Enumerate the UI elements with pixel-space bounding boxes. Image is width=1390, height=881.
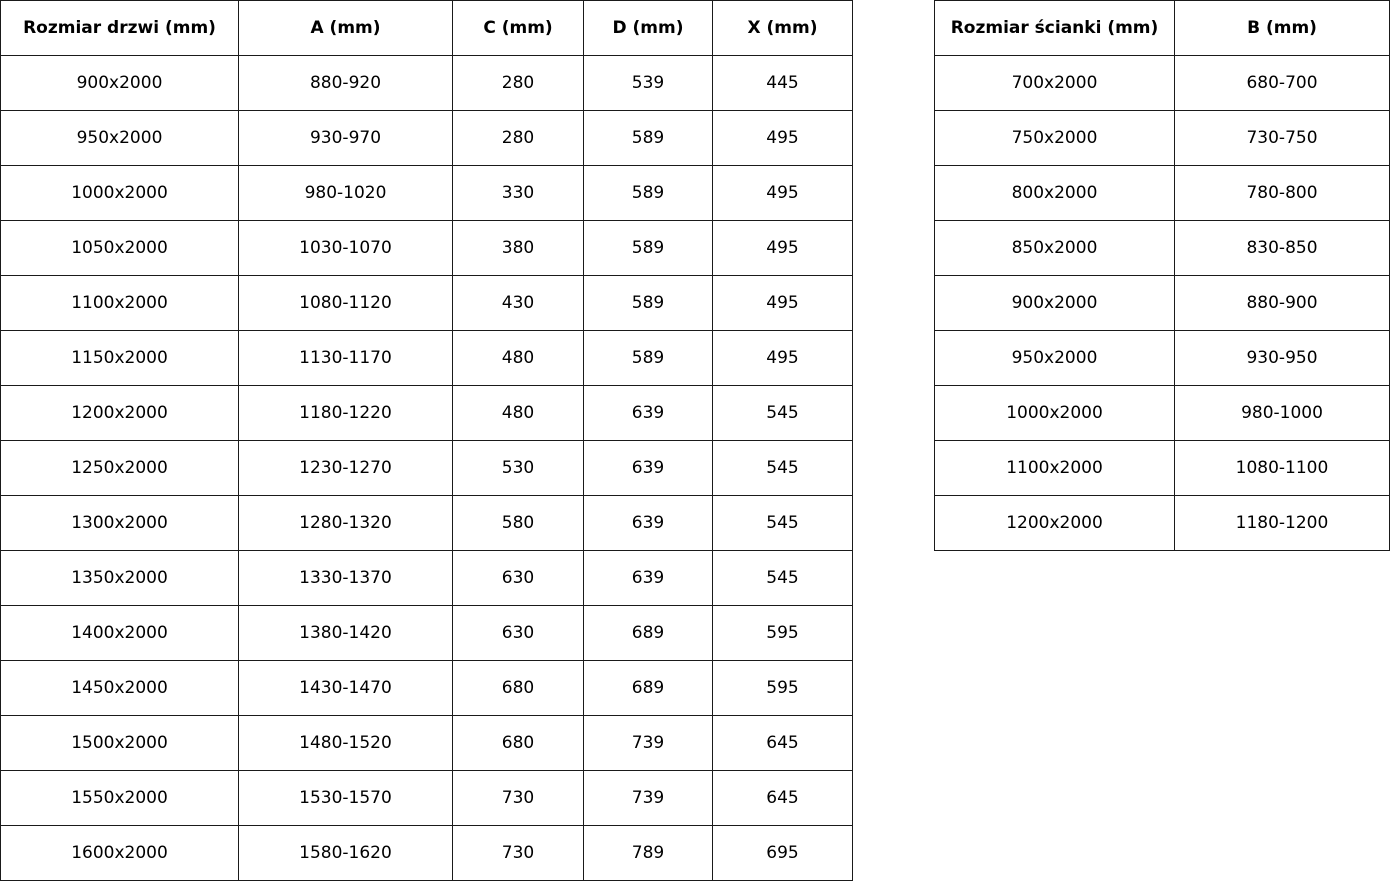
cell-d: 639 [584,551,713,606]
cell-x: 545 [713,496,853,551]
table-row [1,221,853,276]
cell-b: 730-750 [1175,111,1390,166]
table-row [935,111,1390,166]
cell-d: 539 [584,56,713,111]
cell-door-size: 1300x2000 [1,496,239,551]
cell-d: 639 [584,441,713,496]
cell-d: 589 [584,331,713,386]
cell-door-size: 1050x2000 [1,221,239,276]
wall-size-table [934,0,1390,551]
cell-a: 1130-1170 [239,331,453,386]
cell-a: 880-920 [239,56,453,111]
table-row [935,166,1390,221]
cell-wall-size: 850x2000 [935,221,1175,276]
cell-door-size: 950x2000 [1,111,239,166]
cell-x: 545 [713,551,853,606]
table-row [1,111,853,166]
table-row [1,606,853,661]
cell-c: 680 [453,661,584,716]
table-row [935,441,1390,496]
table-row [1,771,853,826]
door-table-header [1,1,853,56]
cell-b: 930-950 [1175,331,1390,386]
cell-door-size: 1400x2000 [1,606,239,661]
table-row [1,331,853,386]
cell-a: 980-1020 [239,166,453,221]
cell-d: 589 [584,276,713,331]
cell-wall-size: 700x2000 [935,56,1175,111]
cell-c: 380 [453,221,584,276]
cell-door-size: 900x2000 [1,56,239,111]
cell-door-size: 1450x2000 [1,661,239,716]
cell-x: 695 [713,826,853,881]
table-row [1,441,853,496]
table-header-row [1,1,853,56]
cell-d: 739 [584,771,713,826]
table-row [1,276,853,331]
table-row [1,716,853,771]
table-row [1,551,853,606]
cell-wall-size: 1200x2000 [935,496,1175,551]
column-header-x: X (mm) [713,1,853,56]
cell-wall-size: 1000x2000 [935,386,1175,441]
cell-a: 1180-1220 [239,386,453,441]
cell-d: 689 [584,606,713,661]
cell-d: 789 [584,826,713,881]
cell-a: 1030-1070 [239,221,453,276]
cell-c: 430 [453,276,584,331]
cell-d: 689 [584,661,713,716]
cell-door-size: 1000x2000 [1,166,239,221]
cell-b: 680-700 [1175,56,1390,111]
table-row [935,56,1390,111]
cell-wall-size: 750x2000 [935,111,1175,166]
cell-x: 495 [713,276,853,331]
cell-a: 1280-1320 [239,496,453,551]
cell-a: 1430-1470 [239,661,453,716]
door-table-body [1,56,853,881]
cell-c: 280 [453,111,584,166]
cell-a: 930-970 [239,111,453,166]
cell-door-size: 1100x2000 [1,276,239,331]
column-header-c: C (mm) [453,1,584,56]
cell-x: 595 [713,606,853,661]
cell-door-size: 1150x2000 [1,331,239,386]
cell-d: 589 [584,111,713,166]
cell-wall-size: 1100x2000 [935,441,1175,496]
cell-door-size: 1550x2000 [1,771,239,826]
column-header-a: A (mm) [239,1,453,56]
cell-x: 495 [713,221,853,276]
cell-wall-size: 800x2000 [935,166,1175,221]
table-row [1,166,853,221]
cell-x: 445 [713,56,853,111]
table-row [935,276,1390,331]
cell-b: 880-900 [1175,276,1390,331]
cell-c: 580 [453,496,584,551]
cell-wall-size: 950x2000 [935,331,1175,386]
cell-b: 980-1000 [1175,386,1390,441]
table-row [935,331,1390,386]
cell-a: 1530-1570 [239,771,453,826]
table-header-row [935,1,1390,56]
cell-b: 780-800 [1175,166,1390,221]
cell-door-size: 1500x2000 [1,716,239,771]
cell-wall-size: 900x2000 [935,276,1175,331]
cell-door-size: 1350x2000 [1,551,239,606]
cell-d: 739 [584,716,713,771]
cell-d: 589 [584,221,713,276]
cell-b: 1080-1100 [1175,441,1390,496]
cell-x: 495 [713,166,853,221]
wall-table-header [935,1,1390,56]
cell-b: 1180-1200 [1175,496,1390,551]
column-header-door-size: Rozmiar drzwi (mm) [1,1,239,56]
cell-a: 1380-1420 [239,606,453,661]
table-row [1,386,853,441]
cell-c: 480 [453,386,584,441]
cell-d: 589 [584,166,713,221]
cell-b: 830-850 [1175,221,1390,276]
cell-door-size: 1250x2000 [1,441,239,496]
cell-a: 1080-1120 [239,276,453,331]
cell-c: 330 [453,166,584,221]
cell-x: 645 [713,716,853,771]
table-row [935,386,1390,441]
cell-d: 639 [584,496,713,551]
cell-d: 639 [584,386,713,441]
cell-x: 545 [713,441,853,496]
table-row [1,56,853,111]
cell-x: 545 [713,386,853,441]
table-row [935,221,1390,276]
cell-x: 495 [713,111,853,166]
cell-a: 1330-1370 [239,551,453,606]
cell-c: 280 [453,56,584,111]
cell-a: 1480-1520 [239,716,453,771]
table-row [1,826,853,881]
wall-table-body [935,56,1390,551]
cell-door-size: 1200x2000 [1,386,239,441]
cell-c: 730 [453,826,584,881]
cell-c: 630 [453,606,584,661]
column-header-d: D (mm) [584,1,713,56]
cell-c: 680 [453,716,584,771]
column-header-wall-size: Rozmiar ścianki (mm) [935,1,1175,56]
cell-door-size: 1600x2000 [1,826,239,881]
cell-c: 630 [453,551,584,606]
cell-c: 730 [453,771,584,826]
cell-x: 595 [713,661,853,716]
table-row [1,496,853,551]
column-header-b: B (mm) [1175,1,1390,56]
cell-x: 645 [713,771,853,826]
cell-a: 1230-1270 [239,441,453,496]
cell-c: 480 [453,331,584,386]
table-row [1,661,853,716]
cell-x: 495 [713,331,853,386]
cell-c: 530 [453,441,584,496]
cell-a: 1580-1620 [239,826,453,881]
table-row [935,496,1390,551]
